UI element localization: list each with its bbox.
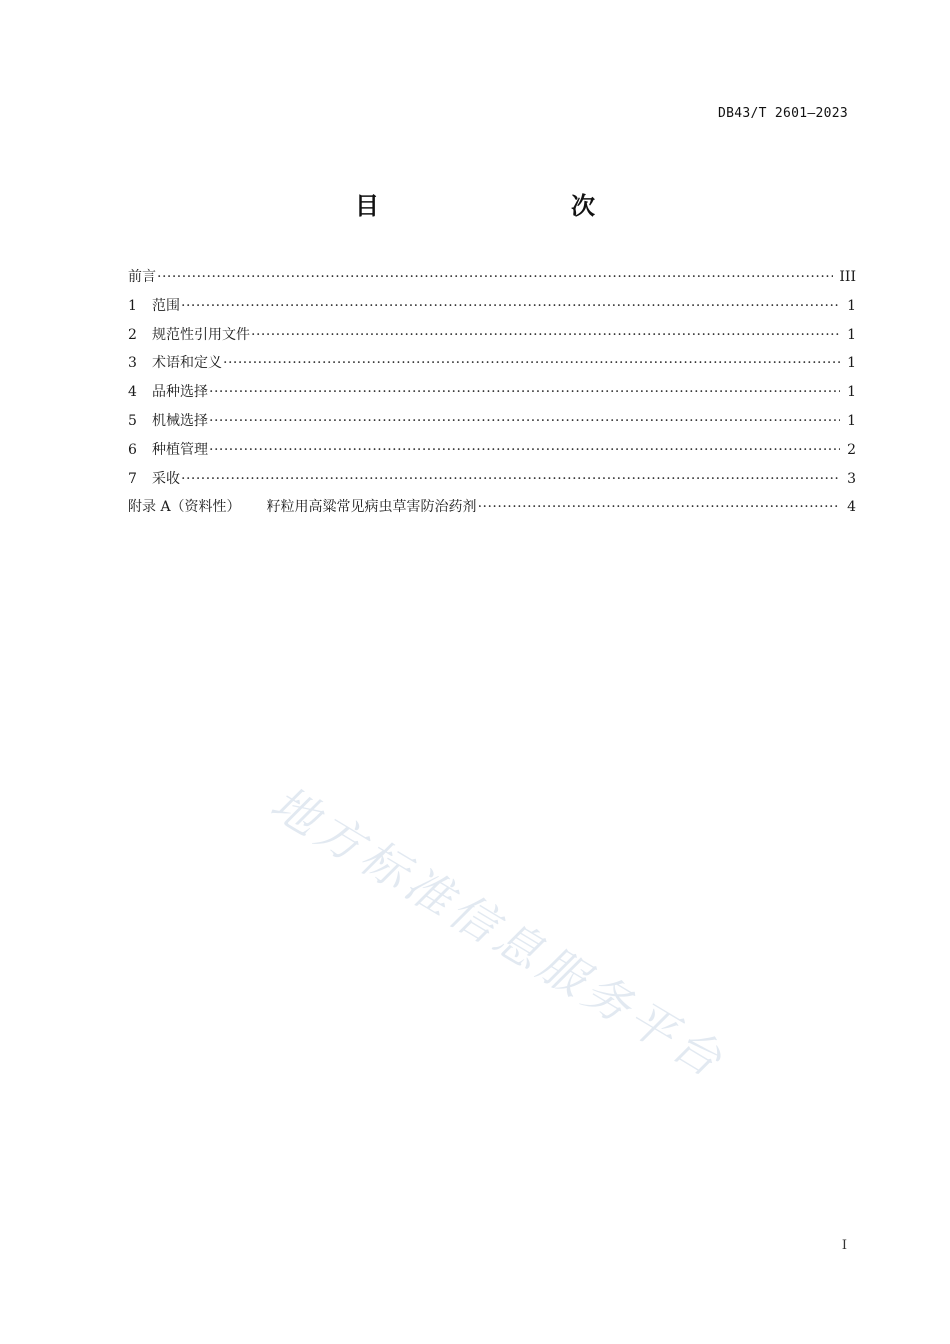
page-title: 目 次	[355, 192, 643, 220]
toc-entry-number: 1	[128, 297, 137, 314]
footer-page-number: I	[841, 1238, 847, 1253]
table-of-contents	[128, 266, 856, 525]
toc-page-number: 2	[847, 441, 856, 458]
toc-page-number: 1	[847, 297, 856, 314]
toc-entry-2[interactable]	[128, 324, 856, 353]
toc-page-number: 1	[847, 326, 856, 343]
toc-entry-6[interactable]	[128, 439, 856, 468]
toc-entry-label: 机械选择	[152, 412, 208, 429]
watermark: 地方标准信息服务平台	[261, 775, 736, 1090]
toc-entry-4[interactable]	[128, 381, 856, 410]
toc-entry-number: 4	[128, 384, 137, 401]
toc-entry-foreword[interactable]	[128, 266, 856, 295]
toc-leader-dots	[157, 269, 833, 285]
toc-page-number: 1	[847, 384, 856, 401]
toc-entry-number: 7	[128, 470, 137, 487]
toc-page-number: III	[839, 269, 856, 285]
toc-leader-dots	[209, 413, 840, 429]
toc-page-number: 4	[847, 499, 856, 516]
toc-entry-label: 品种选择	[152, 384, 208, 401]
toc-leader-dots	[181, 298, 840, 314]
toc-entry-7[interactable]	[128, 468, 856, 497]
toc-page-number: 3	[847, 470, 856, 487]
standard-code: DB43/T 2601—2023	[717, 106, 848, 121]
toc-entry-label: 术语和定义	[152, 355, 222, 372]
toc-leader-dots	[251, 327, 840, 343]
toc-entry-number: 2	[128, 326, 137, 343]
toc-entry-3[interactable]	[128, 352, 856, 381]
toc-leader-dots	[223, 355, 840, 371]
toc-entry-label: 种植管理	[152, 441, 208, 458]
toc-page-number: 1	[847, 412, 856, 429]
toc-page-number: 1	[847, 355, 856, 372]
toc-entry-label: 范围	[152, 297, 180, 314]
toc-leader-dots	[478, 499, 840, 515]
toc-entry-appendix-a[interactable]	[128, 496, 856, 525]
toc-entry-label: 采收	[152, 470, 180, 487]
toc-entry-number: 6	[128, 441, 137, 458]
toc-entry-1[interactable]	[128, 295, 856, 324]
appendix-tag: 附录 A（资料性）	[128, 499, 241, 516]
toc-leader-dots	[181, 471, 840, 487]
toc-leader-dots	[209, 384, 840, 400]
toc-entry-number: 3	[128, 355, 137, 372]
toc-entry-label: 前言	[128, 269, 156, 285]
toc-entry-5[interactable]	[128, 410, 856, 439]
toc-entry-number: 5	[128, 412, 137, 429]
toc-entry-label: 规范性引用文件	[152, 326, 250, 343]
toc-entry-label: 籽粒用高粱常见病虫草害防治药剂	[266, 499, 477, 516]
toc-leader-dots	[209, 442, 840, 458]
